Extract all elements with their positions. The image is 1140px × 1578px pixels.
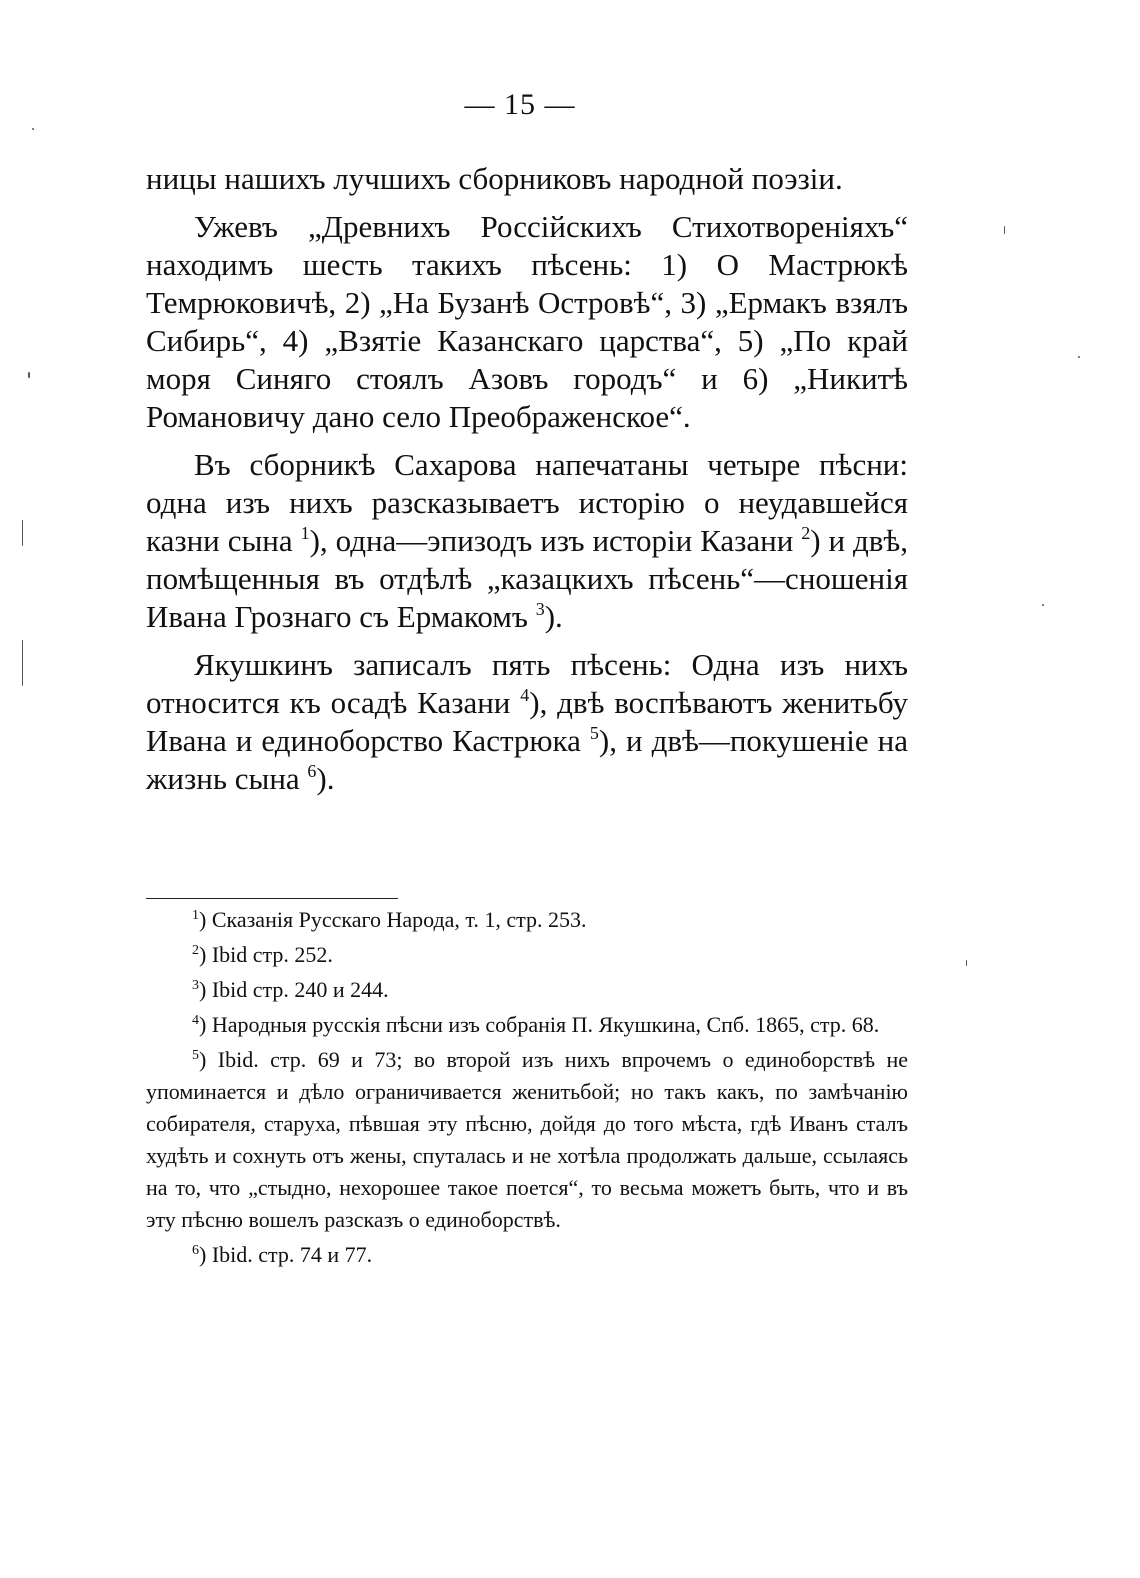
footnote-mark: 2 <box>192 943 199 958</box>
text-run: ). <box>544 599 563 634</box>
footnote-mark: 3 <box>192 978 199 993</box>
paragraph-continuation: ницы нашихъ лучшихъ сборниковъ народной поэзіи. <box>146 161 843 196</box>
footnote-ref: 5 <box>589 723 599 743</box>
paragraph-yakushkin <box>146 646 908 798</box>
scan-speck <box>28 372 30 378</box>
footnote-mark: 6 <box>192 1243 199 1258</box>
scan-speck <box>1078 356 1080 358</box>
scan-speck <box>966 960 967 966</box>
footnote-text: ) Ibid. стр. 74 и 77. <box>199 1242 373 1267</box>
scan-speck <box>22 640 23 686</box>
footnote-text: ) Ibid стр. 240 и 244. <box>199 977 389 1002</box>
footnote-text: ) Сказанія Русскаго Народа, т. 1, стр. 253. <box>199 907 587 932</box>
footnote-ref: 1 <box>300 523 310 543</box>
paragraph-sakharov <box>146 446 908 636</box>
text-run: Въ сборникѣ Сахарова напечатаны четыре пѣсни: одна изъ нихъ разсказываетъ исторію о неудавшейся казни сына <box>146 447 908 558</box>
footnote-divider <box>146 898 398 899</box>
text-run: ), одна—эпизодъ изъ исторіи Казани <box>309 523 802 558</box>
footnote-ref: 2 <box>801 523 811 543</box>
text-run: ), двѣ воспѣваютъ женитьбу Ивана и единоборство Кастрюка <box>146 685 909 758</box>
scan-speck <box>32 128 34 130</box>
scan-speck <box>1042 604 1044 606</box>
text-run: ). <box>316 761 335 796</box>
footnote-text: ) Ibid. стр. 69 и 73; во второй изъ нихъ впрочемъ о единоборствѣ не упоминается и дѣло ограничивается женитьбой; но такъ какъ, по замѣчанію собирателя, старуха, пѣвшая эту пѣсню, дойдя до того мѣста, гдѣ Иванъ сталъ худѣть и сохнуть отъ жены, спуталась и не хотѣла продолжать дальше, ссылаясь на то, что „стыдно, нехорошее такое поется“, то весьма можетъ быть, что и въ эту пѣсню вошелъ разсказъ о единоборствѣ. <box>146 1047 908 1232</box>
footnote <box>146 974 908 1006</box>
footnote-ref: 3 <box>535 599 545 619</box>
footnote-text: ) Народныя русскія пѣсни изъ собранія П. Якушкина, Спб. 1865, стр. 68. <box>199 1012 880 1037</box>
footnote-text: ) Ibid стр. 252. <box>199 942 333 967</box>
footnote-mark: 4 <box>192 1013 199 1028</box>
footnotes <box>146 904 908 1274</box>
footnote <box>146 939 908 971</box>
footnote-mark: 5 <box>192 1048 199 1063</box>
main-text <box>146 160 908 808</box>
scan-speck <box>22 520 23 546</box>
footnote-ref: 6 <box>307 761 317 781</box>
paragraph-drevnikh: Ужевъ „Древнихъ Россійскихъ Стихотвореніяхъ“ находимъ шесть такихъ пѣсень: 1) О Мастрюкѣ Темрюковичѣ, 2) „На Бузанѣ Островѣ“, 3) „Ермакъ взялъ Сибирь“, 4) „Взятіе Казанскаго царства“, 5) „По край моря Синяго стоялъ Азовъ городъ“ и 6) „Никитѣ Романовичу дано село Преображенское“. <box>146 209 908 434</box>
text-run: Якушкинъ записалъ пять пѣсень: Одна изъ нихъ относится къ осадѣ Казани <box>146 647 908 720</box>
footnote-ref: 4 <box>520 685 530 705</box>
text-run: ), и двѣ—покушеніе на жизнь сына <box>146 723 909 796</box>
scan-speck <box>1004 226 1005 234</box>
footnote <box>146 1044 908 1236</box>
footnote <box>146 1009 908 1041</box>
text-run: ) и двѣ, помѣщенныя въ отдѣлѣ „казацкихъ пѣсень“—сношенія Ивана Грознаго съ Ермакомъ <box>146 523 909 634</box>
footnote-mark: 1 <box>192 908 199 923</box>
footnote <box>146 1239 908 1271</box>
page-number: — 15 — <box>464 88 576 121</box>
footnote <box>146 904 908 936</box>
